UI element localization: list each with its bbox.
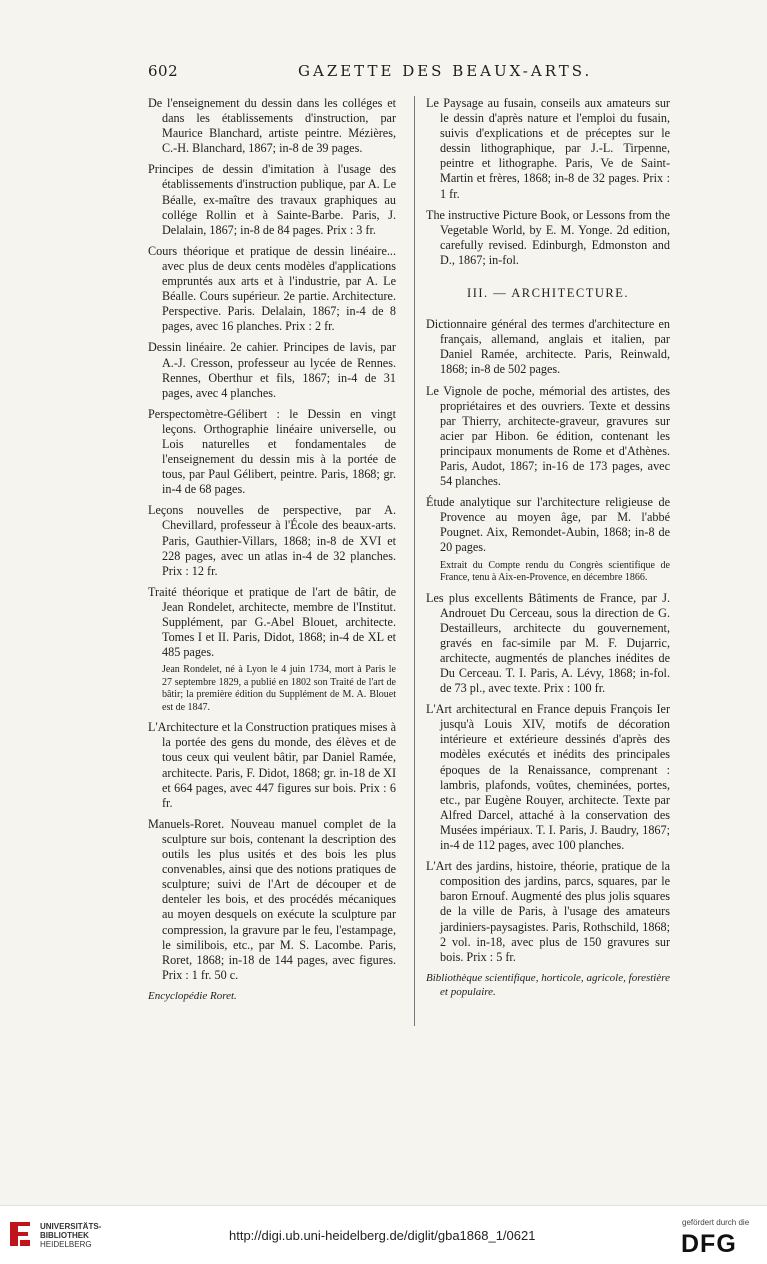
column-divider — [414, 96, 415, 1026]
library-name-line: UNIVERSITÄTS- — [40, 1222, 102, 1231]
bibliography-entry: L'Art des jardins, histoire, théorie, pratique de la composition des jardins, parcs, squares, par le baron Ernouf. Augmenté des plus jolis squares de la ville de Paris, à l'usage des amateurs jardiniers-paysagistes. Paris, Rothschild, 1868; 2 vol. in-18, avec plus de 150 gravures sur bois. Prix : 5 fr. — [426, 859, 670, 964]
bibliography-entry: Dessin linéaire. 2e cahier. Principes de lavis, par A.-J. Cresson, professeur au lycée de Rennes. Rennes, Oberthur et fils, 1867; in-4 de 31 pages, avec 4 planches. — [148, 340, 396, 400]
bibliography-entry: De l'enseignement du dessin dans les colléges et dans les établissements d'instruction, par Maurice Blanchard, artiste peintre. Mézières, C.-H. Blanchard, 1867; in-8 de 39 pages. — [148, 96, 396, 156]
bibliography-entry: Cours théorique et pratique de dessin linéaire... avec plus de deux cents modèles d'applications empruntés aux arts et à l'industrie, par A. Le Béalle. Cours supérieur. 2e partie. Architecture. Perspective. Paris. Delalain, 1867; in-4 de 8 pages, avec 16 planches. Prix : 2 fr. — [148, 243, 396, 334]
funded-by-label: gefördert durch die — [682, 1218, 750, 1227]
section-heading: III. — ARCHITECTURE. — [467, 286, 629, 301]
page-number: 602 — [148, 62, 179, 80]
bibliography-entry: Perspectomètre-Gélibert : le Dessin en vingt leçons. Orthographie linéaire universelle, ou Lois naturelles et fondamentales de l'enseignement du dessin mis à la portée de tous, par Paul Gélibert, peintre. Paris, 1868; gr. in-4 de 68 pages. — [148, 406, 396, 497]
left-column — [148, 96, 396, 1009]
university-library-logo-icon — [6, 1218, 34, 1250]
bibliography-note: Jean Rondelet, né à Lyon le 4 juin 1734, mort à Paris le 27 septembre 1829, a publié en 1802 son Traité de l'art de bâtir; la première édition du Supplément de M. A. Blouet est de 1847. — [162, 664, 396, 713]
library-name-line: HEIDELBERG — [40, 1240, 92, 1249]
bibliography-entry: The instructive Picture Book, or Lessons from the Vegetable World, by E. M. Yonge. 2d edition, carefully revised. Edinburgh, Edmonston and D., 1867; in-fol. — [426, 207, 670, 267]
bibliography-entry: Traité théorique et pratique de l'art de bâtir, de Jean Rondelet, architecte, membre de l'Institut. Supplément, par G.-Abel Blouet, architecte. Tomes I et II. Paris, Didot, 1868; in-4 de XL et 485 pages. — [148, 584, 396, 660]
library-name — [40, 1222, 101, 1249]
library-name-line: BIBLIOTHEK — [40, 1231, 89, 1240]
bibliography-entry: Principes de dessin d'imitation à l'usage des établissements d'instruction publique, par A. Le Béalle, ex-maître des travaux graphiques au collége Rollin et à Sainte-Barbe. Paris, J. Delalain, 1867; in-8 de 84 pages. Prix : 3 fr. — [148, 162, 396, 237]
dfg-logo: DFG — [681, 1230, 737, 1258]
bibliography-entry: Leçons nouvelles de perspective, par A. Chevillard, professeur à l'École des beaux-arts. Paris, Gauthier-Villars, 1868; in-8 de XVI et 228 pages, avec un atlas in-4 de 32 planches. Prix : 12 fr. — [148, 503, 396, 578]
bibliography-entry: Étude analytique sur l'architecture religieuse de Provence au moyen âge, par M. l'abbé Pougnet. Aix, Remondet-Aubin, 1868; in-8 de 20 pages. — [426, 495, 670, 555]
bibliography-entry: Le Vignole de poche, mémorial des artistes, des propriétaires et des ouvriers. Texte et dessins par Thierry, architecte-graveur, gravures sur acier par Hibon. 6e édition, contenant les principaux monuments de Rome et d'Athènes. Paris, Audot, 1867; in-16 de 173 pages, avec 54 planches. — [426, 383, 670, 489]
right-column — [426, 96, 670, 1005]
page-header — [148, 62, 668, 84]
series-note: Encyclopédie Roret. — [148, 989, 237, 1002]
bibliography-entry: L'Architecture et la Construction pratiques mises à la portée des gens du monde, des élèves et de tous ceux qui veulent bâtir, par Daniel Ramée, architecte. Paris, F. Didot, 1868; gr. in-18 de XI et 664 pages, avec 447 figures sur bois. Prix : 6 fr. — [148, 720, 396, 810]
bibliography-entry: Dictionnaire général des termes d'architecture en français, allemand, anglais et italien, par Daniel Ramée, architecte. Paris, Reinwald, 1868; in-8 de 502 pages. — [426, 317, 670, 377]
bibliography-note: Extrait du Compte rendu du Congrès scientifique de France, tenu à Aix-en-Provence, en décembre 1866. — [440, 559, 670, 584]
bibliography-entry: Le Paysage au fusain, conseils aux amateurs sur le dessin d'après nature et l'emploi du fusain, suivis d'explications et de préceptes sur le dessin lithographique, par J.-L. Tirpenne, peintre et lithographe. Paris, Ve de Saint-Martin et frères, 1868; in-8 de 32 pages. Prix : 1 fr. — [426, 96, 670, 201]
bibliography-entry: Manuels-Roret. Nouveau manuel complet de la sculpture sur bois, contenant la description des outils les plus usités et des bois les plus convenables, ainsi que des notions pratiques de sculpture; suivi de l'Art de découper et de denteler les bois, et des procédés mécaniques au moyen desquels on exécute la sculpture par compression, la gravure par le feu, l'estampage, le similibois, etc., par M. S. Lacombe. Paris, Roret, 1868; in-18 de 144 pages, avec figures. Prix : 1 fr. 50 c. — [148, 816, 396, 982]
running-title: GAZETTE DES BEAUX-ARTS. — [298, 62, 593, 80]
bibliography-entry: L'Art architectural en France depuis François Ier jusqu'à Louis XIV, motifs de décoration intérieure et extérieure dessinés d'après des modèles exécutés et inédits des principales époques de la Renaissance, comprenant : lambris, plafonds, voûtes, cheminées, portes, etc., par Eugène Rouyer, architecte. Texte par Alfred Darcel, attaché à la conservation des Musées impériaux. T. I. Paris, J. Baudry, 1867; in-4 de 112 pages, avec 100 planches. — [426, 702, 670, 853]
footer-bar — [0, 1205, 767, 1264]
bibliography-entry: Les plus excellents Bâtiments de France, par J. Androuet Du Cerceau, sous la direction de G. Destailleurs, architecte du gouvernement, gravés en fac-simile par M. F. Dujarric, architecte, augmentés de planches inédites de Du Cerceau. T. I. Paris, A. Lévy, 1868; in-fol. de 73 pl., avec texte. Prix : 100 fr. — [426, 590, 670, 696]
permalink-url[interactable]: http://digi.ub.uni-heidelberg.de/diglit/gba1868_1/0621 — [229, 1228, 536, 1243]
series-note: Bibliothèque scientifique, horticole, agricole, forestière et populaire. — [426, 971, 670, 998]
